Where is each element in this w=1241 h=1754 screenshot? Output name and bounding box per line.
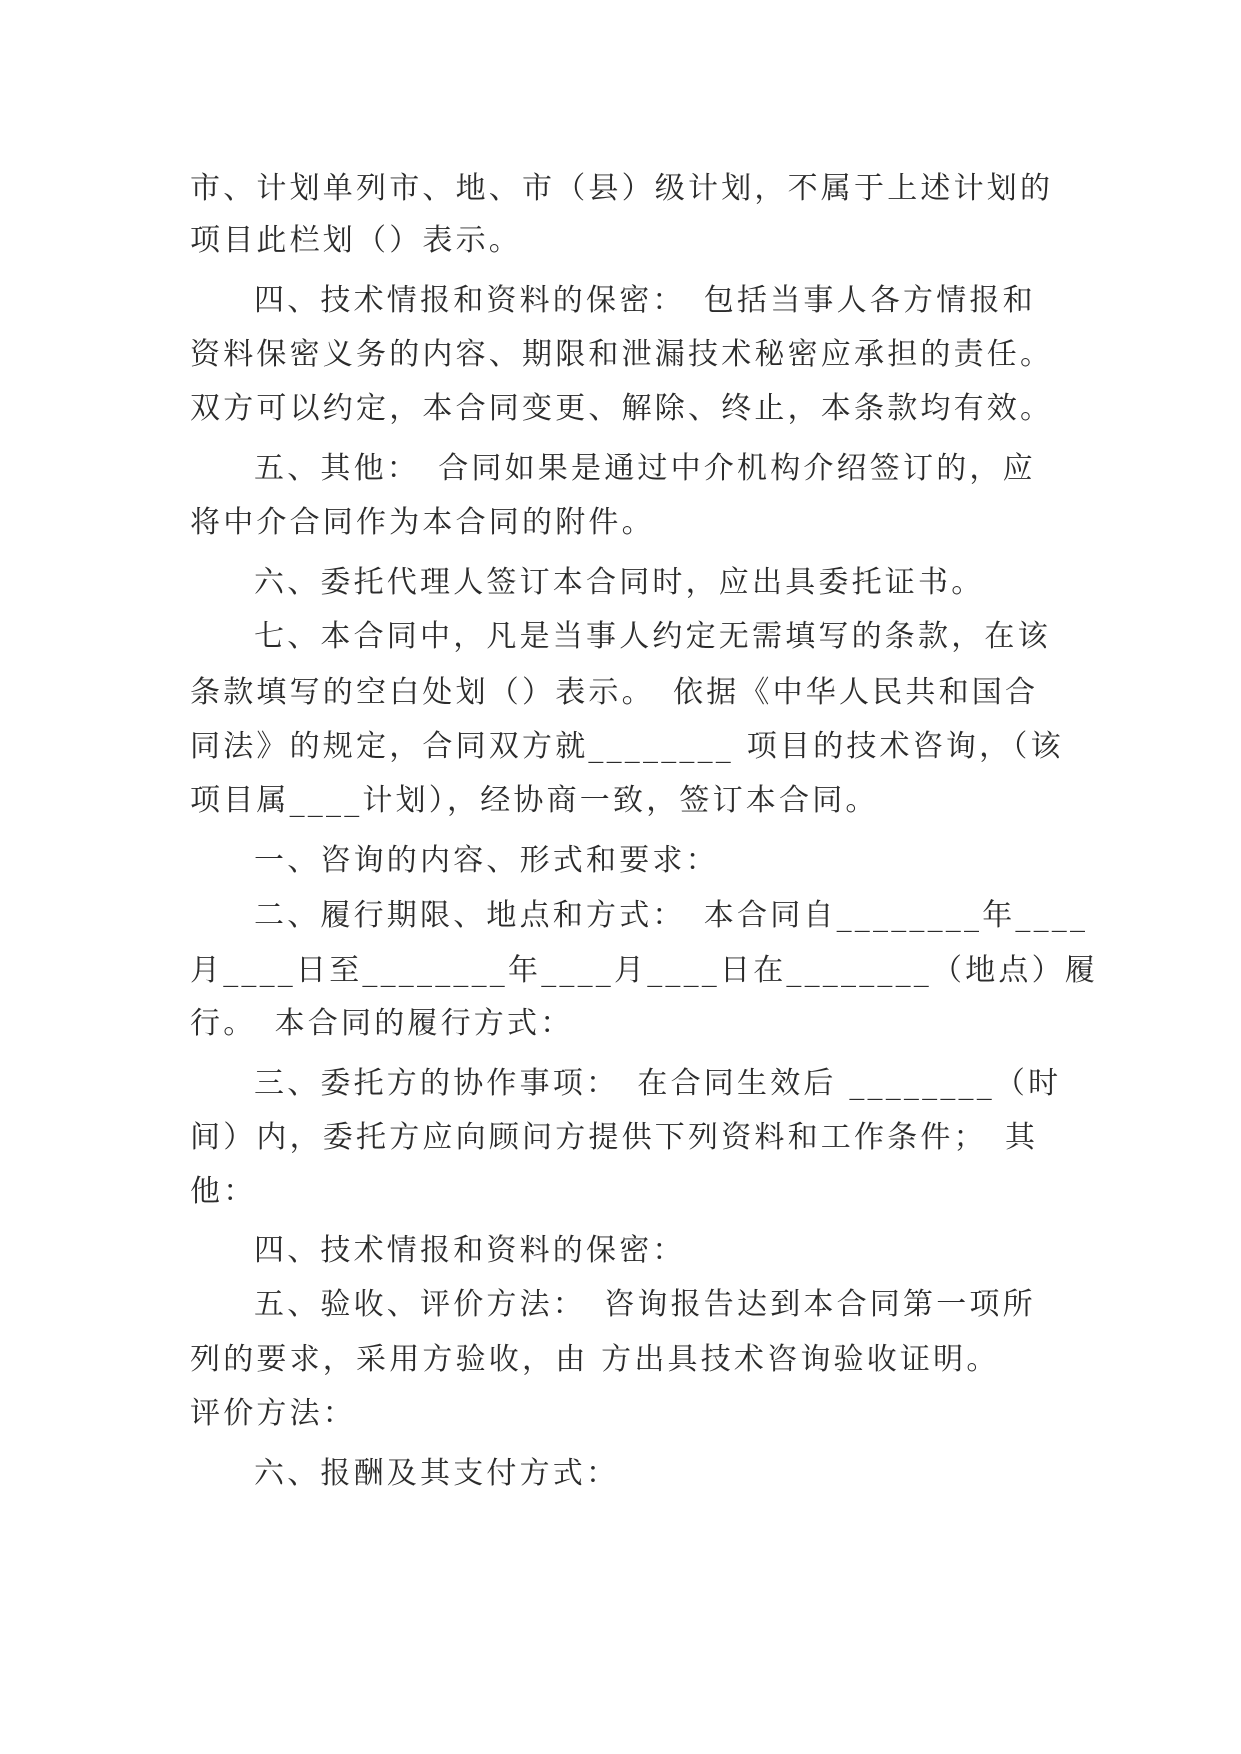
text-line: 将中介合同作为本合同的附件。 <box>190 505 655 540</box>
text-line: 条款填写的空白处划（）表示。 依据《中华人民共和国合 <box>190 675 1039 710</box>
text-line: 列的要求，采用方验收，由 方出具技术咨询验收证明。 <box>190 1342 1000 1377</box>
section-heading-other: 五、其他： 合同如果是通过中介机构介绍签订的，应 <box>254 451 1036 486</box>
section-heading-payment: 六、报酬及其支付方式： <box>254 1456 620 1491</box>
section-heading-acceptance: 五、验收、评价方法： 咨询报告达到本合同第一项所 <box>254 1287 1036 1322</box>
text-line: 评价方法： <box>190 1396 356 1431</box>
section-heading-blank-clauses: 七、本合同中，凡是当事人约定无需填写的条款，在该 <box>254 619 1051 654</box>
text-line: 他： <box>190 1174 257 1209</box>
section-heading-confidentiality: 四、技术情报和资料的保密： 包括当事人各方情报和 <box>254 283 1036 318</box>
section-heading-content: 一、咨询的内容、形式和要求： <box>254 843 719 878</box>
section-heading-term: 二、履行期限、地点和方式： 本合同自________年____ <box>254 898 1089 933</box>
text-line: 双方可以约定，本合同变更、解除、终止，本条款均有效。 <box>190 391 1054 426</box>
section-heading-confidentiality-2: 四、技术情报和资料的保密： <box>254 1233 686 1268</box>
text-line: 行。 本合同的履行方式： <box>190 1006 574 1041</box>
text-line: 项目属____计划），经协商一致，签订本合同。 <box>190 783 879 818</box>
text-line: 间）内，委托方应向顾问方提供下列资料和工作条件； 其 <box>190 1120 1039 1155</box>
text-line: 市、计划单列市、地、市（县）级计划，不属于上述计划的 <box>190 171 1054 206</box>
section-heading-cooperation: 三、委托方的协作事项： 在合同生效后 ________（时 <box>254 1066 1062 1101</box>
text-line: 月____日至________年____月____日在________（地点）履 <box>190 953 1098 988</box>
text-line: 资料保密义务的内容、期限和泄漏技术秘密应承担的责任。 <box>190 337 1054 372</box>
text-line: 项目此栏划（）表示。 <box>190 223 522 258</box>
section-heading-agent: 六、委托代理人签订本合同时，应出具委托证书。 <box>254 565 985 600</box>
text-line: 同法》的规定，合同双方就________ 项目的技术咨询，（该 <box>190 729 1064 764</box>
